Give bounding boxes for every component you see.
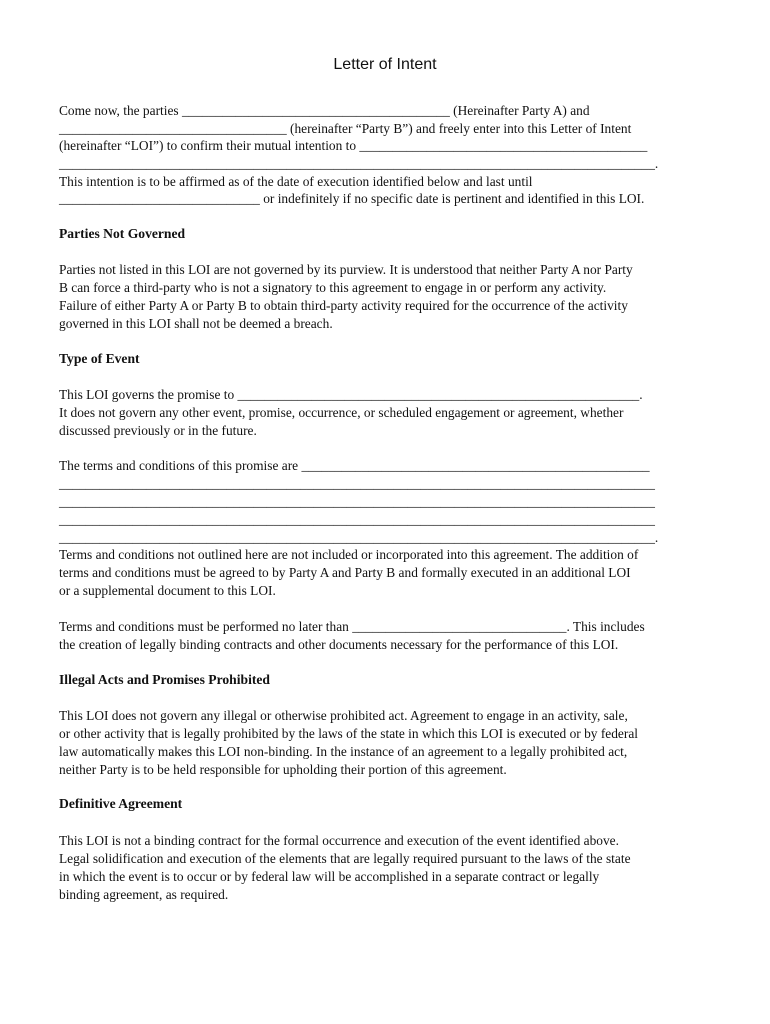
- paragraph-line: Parties not listed in this LOI are not governed by its purview. It is understood that neither Party A nor Party: [59, 262, 633, 277]
- paragraph-line: in which the event is to occur or by federal law will be accomplished in a separate contract or legally: [59, 869, 600, 884]
- intro-line: ______________________________ or indefinitely if no specific date is pertinent and identified in this LOI.: [59, 191, 645, 206]
- paragraph-line: discussed previously or in the future.: [59, 423, 257, 438]
- paragraph-line: The terms and conditions of this promise are ____________________________________________________: [59, 458, 650, 473]
- paragraph-line: Terms and conditions must be performed no later than ________________________________. This includes: [59, 619, 645, 634]
- section-heading: Type of Event: [59, 351, 140, 366]
- paragraph-line: or other activity that is legally prohibited by the laws of the state in which this LOI is executed or by federal: [59, 726, 638, 741]
- paragraph-line: law automatically makes this LOI non-binding. In the instance of an agreement to a legally prohibited act,: [59, 744, 628, 759]
- paragraph-line: or a supplemental document to this LOI.: [59, 583, 276, 598]
- paragraph-line: terms and conditions must be agreed to by Party A and Party B and formally executed in an additional LOI: [59, 565, 631, 580]
- paragraph-line: Terms and conditions not outlined here are not included or incorporated into this agreement. The addition of: [59, 547, 639, 562]
- paragraph-line: binding agreement, as required.: [59, 887, 229, 902]
- intro-line: This intention is to be affirmed as of the date of execution identified below and last until: [59, 174, 533, 189]
- paragraph-line: governed in this LOI shall not be deemed a breach.: [59, 316, 333, 331]
- paragraph-line: neither Party is to be held responsible for upholding their portion of this agreement.: [59, 762, 507, 777]
- document-title: Letter of Intent: [333, 56, 437, 73]
- section-heading: Illegal Acts and Promises Prohibited: [59, 672, 270, 687]
- paragraph-line: This LOI is not a binding contract for the formal occurrence and execution of the event identified above.: [59, 833, 619, 848]
- paragraph-line: Failure of either Party A or Party B to obtain third-party activity required for the occurrence of the activity: [59, 298, 628, 313]
- paragraph-line: _________________________________________________________________________________________: [59, 512, 655, 527]
- intro-line: _________________________________________________________________________________________.: [59, 156, 659, 171]
- paragraph-line: _________________________________________________________________________________________: [59, 476, 655, 491]
- section-heading: Parties Not Governed: [59, 226, 186, 241]
- paragraph-line: Legal solidification and execution of the elements that are legally required pursuant to the laws of the state: [59, 851, 631, 866]
- paragraph-line: the creation of legally binding contracts and other documents necessary for the performance of this LOI.: [59, 637, 619, 652]
- paragraph-line: _________________________________________________________________________________________.: [59, 530, 659, 545]
- intro-line: __________________________________ (hereinafter “Party B”) and freely enter into this Letter of Intent: [59, 121, 632, 136]
- section-heading: Definitive Agreement: [59, 796, 183, 811]
- paragraph-line: This LOI governs the promise to ____________________________________________________________.: [59, 387, 643, 402]
- paragraph-line: It does not govern any other event, promise, occurrence, or scheduled engagement or agreement, whether: [59, 405, 624, 420]
- paragraph-line: This LOI does not govern any illegal or otherwise prohibited act. Agreement to engage in an activity, sale,: [59, 708, 628, 723]
- intro-line: (hereinafter “LOI”) to confirm their mutual intention to ___________________________________________: [59, 138, 648, 153]
- paragraph-line: B can force a third-party who is not a signatory to this agreement to engage in or perform any activity.: [59, 280, 607, 295]
- intro-line: Come now, the parties ________________________________________ (Hereinafter Party A) and: [59, 103, 590, 118]
- paragraph-line: _________________________________________________________________________________________: [59, 494, 655, 509]
